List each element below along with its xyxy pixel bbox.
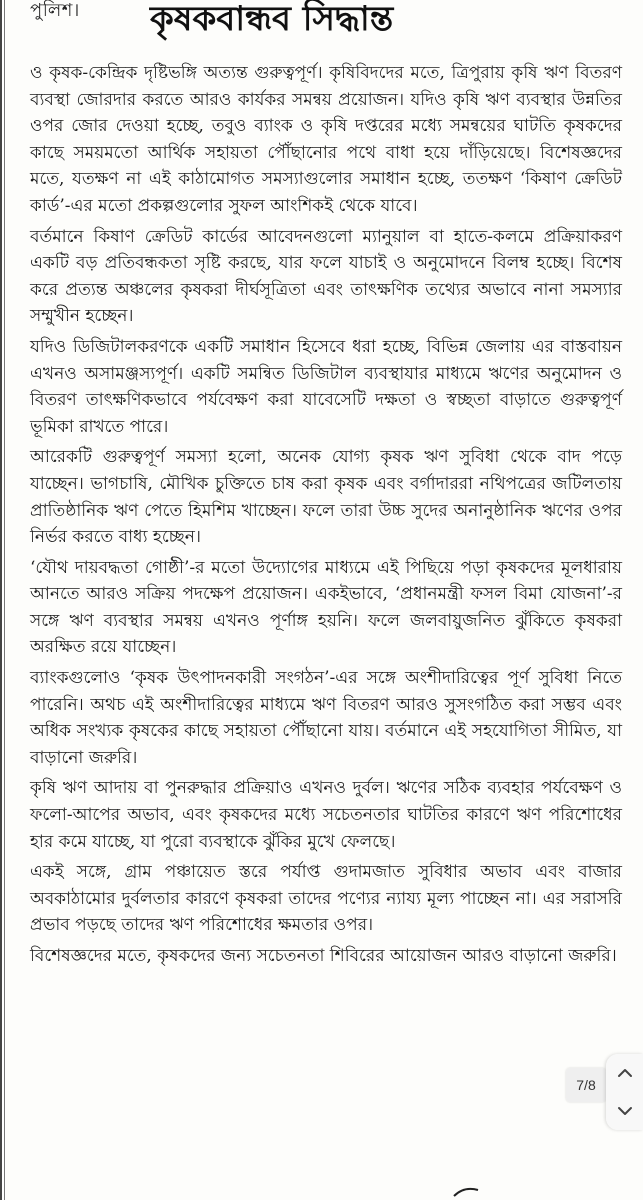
- article-paragraph: একই সঙ্গে, গ্রাম পঞ্চায়েত স্তরে পর্যাপ্ত গুদামজাত সুবিধার অভাব এবং বাজার অবকাঠামোর দুর্বলতার কারণে কৃষকরা তাদের পণ্যের ন্যায্য মূল্য পাচ্ছেন না। এর সরাসরি প্রভাব পড়ছে তাদের ঋণ পরিশোধের ক্ষমতার ওপর।: [30, 862, 622, 936]
- article-paragraph: বর্তমানে কিষাণ ক্রেডিট কার্ডের আবেদনগুলো ম্যানুয়াল বা হাতে-কলমে প্রক্রিয়াকরণ একটি বড় প্রতিবন্ধকতা সৃষ্টি করছে, যার ফলে যাচাই ও অনুমোদনে বিলম্ব হচ্ছে। বিশেষ করে প্রত্যন্ত অঞ্চলের কৃষকরা দীর্ঘসূত্রিতা এবং তাৎক্ষণিক তথ্যের অভাবে নানা সমস্যার সম্মুখীন হচ্ছেন।: [30, 226, 622, 327]
- article-headline: কৃষকবান্ধব সিদ্ধান্ত: [150, 0, 394, 39]
- chevron-up-icon: [617, 1068, 633, 1078]
- article-paragraph: যদিও ডিজিটালকরণকে একটি সমাধান হিসেবে ধরা হচ্ছে, বিভিন্ন জেলায় এর বাস্তবায়ন এখনও অসামঞ্জস্যপূর্ণ। একটি সমন্বিত ডিজিটাল ব্যবস্থাযার মাধ্যমে ঋণের অনুমোদন ও বিতরণ তাৎক্ষণিকভাবে পর্যবেক্ষণ করা যাবেসেটি দক্ষতা ও স্বচ্ছতা বাড়াতে গুরুত্বপূর্ণ ভূমিকা রাখতে পারে।: [30, 336, 622, 437]
- article-body: [30, 60, 622, 974]
- page-navigation: [606, 1054, 643, 1130]
- article-paragraph: ‘যৌথ দায়বদ্ধতা গোষ্ঠী’-র মতো উদ্যোগের মাধ্যমে এই পিছিয়ে পড়া কৃষকদের মূলধারায় আনতে আরও সক্রিয় পদক্ষেপ প্রয়োজন। একইভাবে, ‘প্রধানমন্ত্রী ফসল বিমা যোজনা’-র সঙ্গে ঋণ ব্যবস্থার সমন্বয় এখনও পূর্ণাঙ্গ হয়নি। ফলে জলবায়ুজনিত ঝুঁকিতে কৃষকরা অরক্ষিত রয়ে যাচ্ছেন।: [30, 557, 622, 658]
- article-paragraph: ব্যাংকগুলোও ‘কৃষক উৎপাদনকারী সংগঠন’-এর সঙ্গে অংশীদারিত্বের পূর্ণ সুবিধা নিতে পারেনি। অথচ এই অংশীদারিত্বের মাধ্যমে ঋণ বিতরণ আরও সুসংগঠিত করা সম্ভব এবং অধিক সংখ্যক কৃষকের কাছে সহায়তা পৌঁছানো যায়। বর্তমানে এই সহযোগিতা সীমিত, যা বাড়ানো জরুরি।: [30, 668, 622, 768]
- previous-page-button[interactable]: [606, 1054, 643, 1092]
- article-paragraph: আরেকটি গুরুত্বপূর্ণ সমস্যা হলো, অনেক যোগ্য কৃষক ঋণ সুবিধা থেকে বাদ পড়ে যাচ্ছেন। ভাগচাষি, মৌখিক চুক্তিতে চাষ করা কৃষক এবং বর্গাদাররা নথিপত্রের জটিলতায় প্রাতিষ্ঠানিক ঋণ পেতে হিমশিম খাচ্ছেন। ফলে তারা উচ্চ সুদের অনানুষ্ঠানিক ঋণের ওপর নির্ভর করতে বাধ্য হচ্ছেন।: [30, 447, 622, 548]
- column-divider: [0, 0, 6, 1200]
- chevron-down-icon: [617, 1106, 633, 1116]
- page-indicator: 7/8: [566, 1068, 606, 1102]
- previous-article-fragment: পুলিশ।: [30, 0, 80, 21]
- article-paragraph: ও কৃষক-কেন্দ্রিক দৃষ্টিভঙ্গি অত্যন্ত গুরুত্বপূর্ণ। কৃষিবিদদের মতে, ত্রিপুরায় কৃষি ঋণ বিতরণ ব্যবস্থা জোরদার করতে আরও কার্যকর সমন্বয় প্রয়োজন। যদিও কৃষি ঋণ ব্যবস্থার উন্নতির ওপর জোর দেওয়া হচ্ছে, তবুও ব্যাংক ও কৃষি দপ্তরের মধ্যে সমন্বয়ের ঘাটতি কৃষকদের কাছে সময়মতো আর্থিক সহায়তা পৌঁছানোর পথে বাধা হয়ে দাঁড়িয়েছে। বিশেষজ্ঞদের মতে, যতক্ষণ না এই কাঠামোগত সমস্যাগুলোর সমাধান হচ্ছে, ততক্ষণ ‘কিষাণ ক্রেডিট কার্ড’-এর মতো প্রকল্পগুলোর সুফল আংশিকই থেকে যাবে।: [30, 63, 622, 216]
- next-page-button[interactable]: [606, 1092, 643, 1130]
- ink-mark-icon: [452, 1184, 484, 1198]
- article-paragraph: কৃষি ঋণ আদায় বা পুনরুদ্ধার প্রক্রিয়াও এখনও দুর্বল। ঋণের সঠিক ব্যবহার পর্যবেক্ষণ ও ফলো-আপের অভাব, এবং কৃষকদের মধ্যে সচেতনতার ঘাটতির কারণে ঋণ পরিশোধের হার কমে যাচ্ছে, যা পুরো ব্যবস্থাকে ঝুঁকির মুখে ফেলছে।: [30, 778, 622, 852]
- article-paragraph: বিশেষজ্ঞদের মতে, কৃষকদের জন্য সচেতনতা শিবিরের আয়োজন আরও বাড়ানো জরুরি।: [30, 946, 617, 966]
